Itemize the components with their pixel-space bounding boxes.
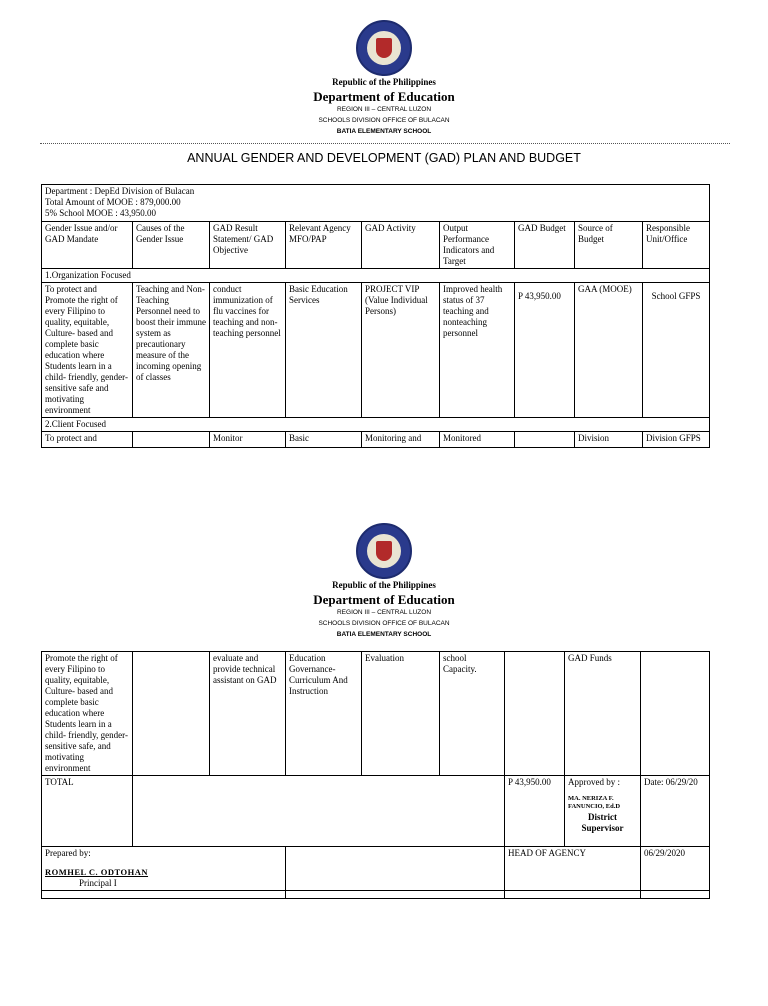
- approval-cell: [565, 776, 641, 847]
- header-cell: GAD Activity: [362, 222, 440, 269]
- division-label: SCHOOLS DIVISION OFFICE OF BULACAN: [318, 117, 450, 124]
- table-row: [42, 652, 710, 776]
- table-cell: Monitoring and: [362, 432, 440, 448]
- table-header-row: [42, 222, 710, 269]
- empty-cell: [286, 891, 505, 899]
- mooe-total-line: Total Amount of MOOE : 879,000.00: [45, 197, 181, 207]
- table-row: [42, 432, 710, 448]
- header-cell: Output Performance Indicators and Target: [440, 222, 515, 269]
- division-label: SCHOOLS DIVISION OFFICE OF BULACAN: [318, 620, 450, 627]
- republic-label: Republic of the Philippines: [332, 580, 436, 590]
- preparer-name: ROMHEL C. ODTOHAN: [45, 867, 149, 877]
- table-cell: GAD Funds: [565, 652, 641, 776]
- header-cell: Relevant Agency MFO/PAP: [286, 222, 362, 269]
- school-label: BATIA ELEMENTARY SCHOOL: [336, 631, 432, 638]
- header-cell: GAD Budget: [515, 222, 575, 269]
- header-cell: Source of Budget: [575, 222, 643, 269]
- header-cell: Responsible Unit/Office: [643, 222, 710, 269]
- section-label: 1.Organization Focused: [42, 269, 710, 283]
- table-cell: [505, 652, 565, 776]
- blank-row: [42, 891, 710, 899]
- deped-seal: [356, 523, 412, 579]
- table-cell: GAA (MOOE): [575, 283, 643, 418]
- total-label: TOTAL: [42, 776, 133, 847]
- empty-cell: [505, 891, 641, 899]
- table-cell: [133, 652, 210, 776]
- approve-date: Date: 06/29/20: [641, 776, 710, 847]
- divider: [40, 143, 730, 144]
- head-of-agency: HEAD OF AGENCY: [505, 847, 641, 891]
- table-cell: Division GFPS: [643, 432, 710, 448]
- table-cell: [133, 432, 210, 448]
- table-cell: Evaluation: [362, 652, 440, 776]
- document-title: ANNUAL GENDER AND DEVELOPMENT (GAD) PLAN AND BUDGET: [187, 151, 581, 165]
- table-cell: To protect and Promote the right of every Filipino to quality, equitable, Culture- based and complete basic education where Students learn in a child- friendly, gender-sensitive safe and motivating environment: [42, 283, 133, 418]
- table-cell: To protect and: [42, 432, 133, 448]
- preparer-title: Principal I: [79, 878, 117, 888]
- table-cell: conduct immunization of flu vaccines for teaching and non-teaching personnel: [210, 283, 286, 418]
- table-cell: evaluate and provide technical assistant on GAD: [210, 652, 286, 776]
- approved-by-label: Approved by :: [568, 777, 620, 787]
- school-mooe-line: 5% School MOOE : 43,950.00: [45, 208, 156, 218]
- department-line: Department : DepEd Division of Bulacan: [45, 186, 195, 196]
- deped-seal: [356, 20, 412, 76]
- table-cell: Education Governance-Curriculum And Instruction: [286, 652, 362, 776]
- table-cell: Monitored: [440, 432, 515, 448]
- empty-cell: [641, 891, 710, 899]
- table-cell: PROJECT VIP (Value Individual Persons): [362, 283, 440, 418]
- gad-plan-table-continued: [41, 651, 710, 899]
- table-cell: Division: [575, 432, 643, 448]
- info-cell: [42, 185, 710, 222]
- prepared-by-label: Prepared by:: [45, 848, 91, 858]
- table-cell: [641, 652, 710, 776]
- school-label: BATIA ELEMENTARY SCHOOL: [336, 128, 432, 135]
- signature-row: [42, 847, 710, 891]
- empty-cell: [286, 847, 505, 891]
- region-label: REGION III – CENTRAL LUZON: [336, 609, 432, 616]
- department-label: Department of Education: [313, 592, 455, 607]
- department-label: Department of Education: [313, 89, 455, 104]
- prepared-cell: [42, 847, 286, 891]
- header-cell: GAD Result Statement/ GAD Objective: [210, 222, 286, 269]
- table-cell: Monitor: [210, 432, 286, 448]
- header-cell: Gender Issue and/or GAD Mandate: [42, 222, 133, 269]
- approver-name: MA. NERIZA F. FANUNCIO, Ed.D: [568, 795, 621, 810]
- table-cell: School GFPS: [643, 283, 710, 418]
- table-cell: school Capacity.: [440, 652, 505, 776]
- head-date: 06/29/2020: [641, 847, 710, 891]
- table-cell: Basic Education Services: [286, 283, 362, 418]
- empty-cell: [133, 776, 505, 847]
- table-cell: Basic: [286, 432, 362, 448]
- republic-label: Republic of the Philippines: [332, 77, 436, 87]
- gad-plan-table: [41, 184, 710, 448]
- table-cell: [515, 432, 575, 448]
- table-row: [42, 283, 710, 418]
- total-row: [42, 776, 710, 847]
- table-cell: Promote the right of every Filipino to quality, equitable, Culture- based and complete basic education where Students learn in a child- friendly, gender-sensitive safe, and motivating environment: [42, 652, 133, 776]
- table-cell: P 43,950.00: [515, 283, 575, 418]
- region-label: REGION III – CENTRAL LUZON: [336, 106, 432, 113]
- approver-title: District Supervisor: [581, 812, 624, 833]
- table-cell: Teaching and Non-Teaching Personnel need to boost their immune system as precautionary measure of the incoming opening of classes: [133, 283, 210, 418]
- header-cell: Causes of the Gender Issue: [133, 222, 210, 269]
- empty-cell: [42, 891, 286, 899]
- total-amount: P 43,950.00: [505, 776, 565, 847]
- table-cell: Improved health status of 37 teaching and nonteaching personnel: [440, 283, 515, 418]
- section-label: 2.Client Focused: [42, 418, 710, 432]
